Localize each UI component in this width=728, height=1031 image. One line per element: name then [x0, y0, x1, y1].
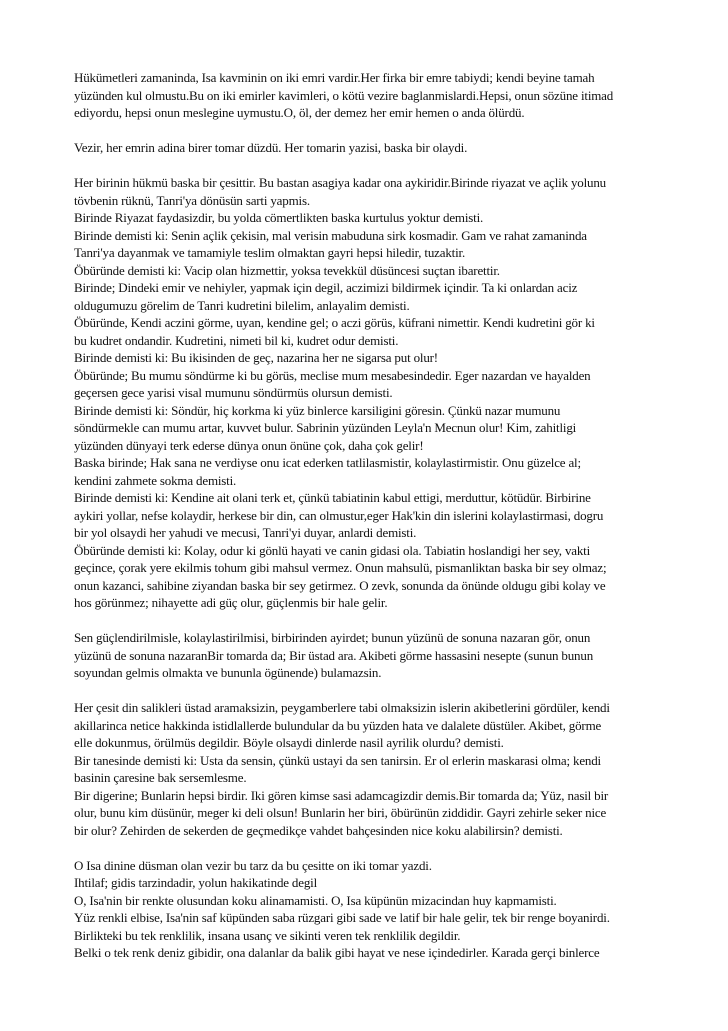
- paragraph-twelve-scrolls: O Isa dinine düsman olan vezir bu tarz da bu çesitte on iki tomar yazdi. Ihtilaf; gidis tarzindadir, yolun hakikatinde degil O, Isa'nin bir renkte olusundan koku alinamamisti. O, Isa küpünün mizacindan huy kapmamisti. Yüz renkli elbise, Isa'nin saf küpünden saba rüzgari gibi sade ve latif bir hale gelir, tek bir renge boyanirdi. Birlikteki bu tek renklilik, insana usanç ve sikinti veren tek renklilik degildir. Belki o tek renk deniz gibidir, ona dalanlar da balik gibi hayat ve nese içindedirler. Karada gerçi binlerce: [74, 857, 610, 960]
- document-page: [74, 69, 664, 979]
- paragraph-vizier-scrolls: Vezir, her emrin adina birer tomar düzdü. Her tomarin yazisi, baska bir olaydi.: [74, 140, 468, 155]
- paragraph-scroll-contents: Her birinin hükmü baska bir çesittir. Bu bastan asagiya kadar ona aykiridir.Birinde riyazat ve açlik yolunu tövbenin rüknü, Tanri'ya dönüsün sarti yapmis. Birinde Riyazat faydasizdir, bu yolda cömertlikten baska kurtulus yoktur demisti. Birinde demisti ki: Senin açlik çekisin, mal verisin mabuduna sirk kosmadir. Gam ve rahat zamaninda Tanri'ya dayanmak ve tamamiyle teslim olmaktan gayri hepsi hiledir, tuzaktir. Öbüründe demisti ki: Vacip olan hizmettir, yoksa tevekkül düsüncesi suçtan ibarettir. Birinde; Dindeki emir ve nehiyler, yapmak için degil, aczimizi bildirmek içindir. Ta ki onlardan aciz oldugumuzu görelim de Tanri kudretini bilelim, anlayalim demisti. Öbüründe, Kendi aczini görme, uyan, kendine gel; o aczi görüs, küfrani nimettir. Kendi kudretini gör ki bu kudret ondandir. Kudretini, nimeti bil ki, kudret odur demisti. Birinde demisti ki: Bu ikisinden de geç, nazarina her ne sigarsa put olur! Öbüründe; Bu mumu söndürme ki bu görüs, meclise mum mesabesindedir. Eger nazardan ve hayalden geçersen gece yarisi visal mumunu söndürmüs olursun demisti. Birinde demisti ki: Söndür, hiç korkma ki yüz binlerce karsiligini göresin. Çünkü nazar mumunu söndürmekle can mumu artar, kuvvet bulur. Sabrinin yüzünden Leyla'n Mecnun olur! Kim, zahitligi yüzünden dünyayi terk ederse dünya onun önüne çok, daha çok gelir! Baska birinde; Hak sana ne verdiyse onu icat ederken tatlilasmistir, kolaylastirmistir. Onu güzelce al; kendini zahmete sokma demisti. Birinde demisti ki: Kendine ait olani terk et, çünkü tabiatinin kabul ettigi, merduttur, kötüdür. Birbirine aykiri yollar, nefse kolaydir, herkese bir din, can olmustur,eger Hak'kin din islerini kolaylastirmasi, dogru bir yol olsaydi her yahudi ve mecusi, Tanri'yi duyar, anlardi demisti. Öbüründe demisti ki: Kolay, odur ki gönlü hayati ve canin gidasi ola. Tabiatin hoslandigi her sey, vakti geçince, çorak yere ekilmis tohum gibi mahsul vermez. Onun mahsulü, pismanliktan baska bir sey olmaz; onun kazanci, sahibine ziyandan baska bir sey getirmez. O zevk, sonunda da önünde oldugu gibi kolay ve hos görünmez; nihayette adi güç olur, güçlenmis bir hale gelir.: [74, 175, 607, 610]
- paragraph-religious-followers: Her çesit din salikleri üstad aramaksizin, peygamberlere tabi olmaksizin islerin akibetlerini gördüler, kendi akillarinca netice hakkinda istidlallerde bulundular da bu yüzden hata ve dalalete düstüler. Akibet, görme elle dokunmus, örülmüs degildir. Böyle olsaydi dinlerde nasil ayrilik olurdu? demisti. Bir tanesinde demisti ki: Usta da sensin, çünkü ustayi da sen tanirsin. Er ol erlerin maskarasi olma; kendi basinin çaresine bak sersemlesme. Bir digerine; Bunlarin hepsi birdir. Iki gören kimse sasi adamcagizdir demis.Bir tomarda da; Yüz, nasil bir olur, bunu kim düsünür, meger ki deli olsun! Bunlarin her biri, öbürünün ziddidir. Gayri zehirle seker nice bir olur? Zehirden de sekerden de geçmedikçe vahdet bahçesinden nice koku alabilirsin? demisti.: [74, 700, 610, 838]
- paragraph-emirs: Hükümetleri zamaninda, Isa kavminin on iki emri vardir.Her firka bir emre tabiydi; kendi beyine tamah yüzünden kul olmustu.Bu on iki emirler kavimleri, o kötü vezire baglanmislardi.Hepsi, onun sözüne itimad ediyordu, hepsi onun meslegine uymustu.O, öl, der demez her emir hemen o anda ölürdü.: [74, 70, 614, 120]
- paragraph-distinguish: Sen güçlendirilmisle, kolaylastirilmisi, birbirinden ayirdet; bunun yüzünü de sonuna nazaran gör, onun yüzünü de sonuna nazaranBir tomarda da; Bir üstad ara. Akibeti görme hassasini nesepte (sunun bunun soyundan gelmis olmakta ve bununla ögünende) bulamazsin.: [74, 630, 594, 680]
